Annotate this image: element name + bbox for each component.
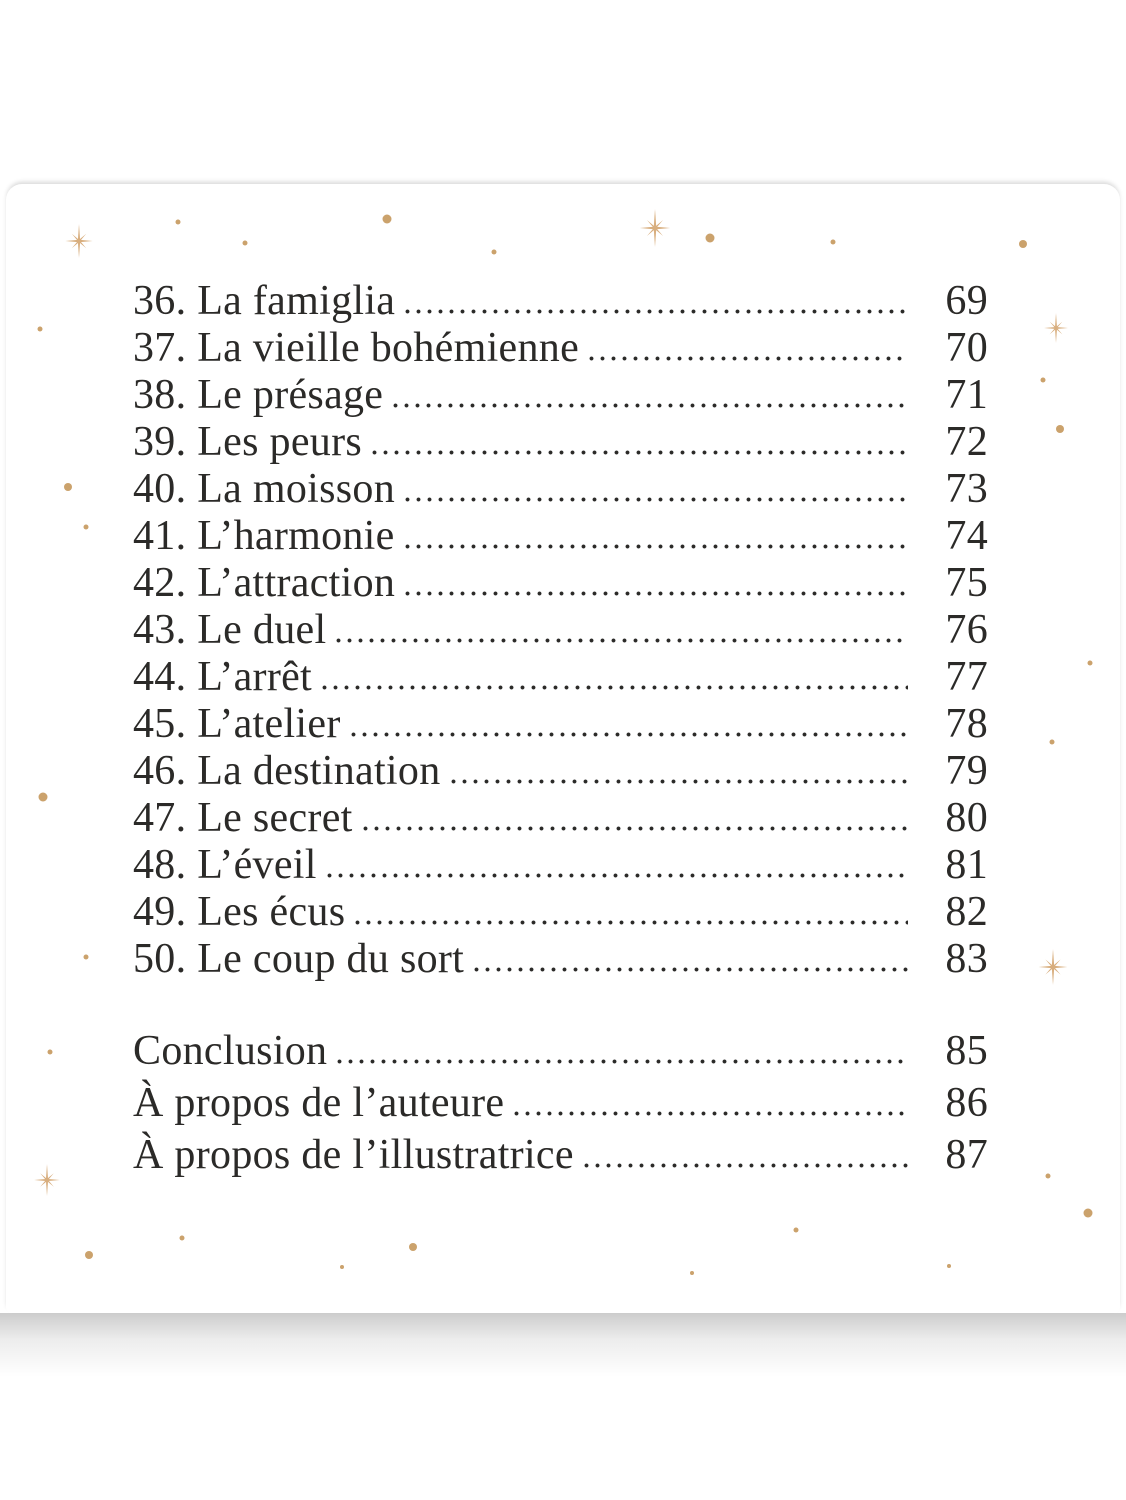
- dot-leader: [337, 1059, 908, 1064]
- dot-leader: [405, 309, 908, 314]
- toc-row: [133, 842, 988, 889]
- dot-leader: [584, 1163, 908, 1168]
- dot-leader: [327, 873, 908, 878]
- dot-leader: [355, 920, 908, 925]
- toc-entry-label: Conclusion: [133, 1028, 328, 1074]
- toc-row: [133, 701, 988, 748]
- toc-page-number: 78: [945, 701, 988, 747]
- toc-row: [133, 513, 988, 560]
- toc-page-number: 85: [945, 1028, 988, 1074]
- toc-entry-label: 38. Le présage: [133, 372, 384, 418]
- dot-leader: [474, 967, 908, 972]
- toc-row: [133, 1129, 988, 1181]
- toc-entry-label: 43. Le duel: [133, 607, 327, 653]
- toc-entries: [133, 278, 988, 983]
- toc-entry-label: 45. L’atelier: [133, 701, 341, 747]
- dot-leader: [405, 591, 908, 596]
- toc-row: [133, 936, 988, 983]
- dot-leader: [351, 732, 908, 737]
- toc-entry-label: 44. L’arrêt: [133, 654, 313, 700]
- toc-page-number: 75: [945, 560, 988, 606]
- dot-leader: [405, 544, 908, 549]
- dot-leader: [363, 826, 908, 831]
- dot-leader: [322, 685, 908, 690]
- toc-page-number: 70: [945, 325, 988, 371]
- dot-leader: [372, 450, 908, 455]
- toc-page-number: 76: [945, 607, 988, 653]
- toc-extras: [133, 1025, 988, 1181]
- toc-entry-label: 40. La moisson: [133, 466, 396, 512]
- toc-entry-label: 47. Le secret: [133, 795, 353, 841]
- dot-leader: [336, 638, 908, 643]
- toc-entry-label: 41. L’harmonie: [133, 513, 395, 559]
- dot-leader: [393, 403, 908, 408]
- toc-page-number: 83: [945, 936, 988, 982]
- toc-page-number: 87: [945, 1132, 988, 1178]
- toc-page-number: 86: [945, 1080, 988, 1126]
- toc-row: [133, 607, 988, 654]
- toc-entry-label: 49. Les écus: [133, 889, 346, 935]
- page-bottom-shadow: [0, 1313, 1126, 1377]
- toc-entry-label: 39. Les peurs: [133, 419, 363, 465]
- toc-entry-label: 50. Le coup du sort: [133, 936, 465, 982]
- toc-entry-label: 46. La destination: [133, 748, 441, 794]
- toc-row: [133, 795, 988, 842]
- toc-page-number: 77: [945, 654, 988, 700]
- toc-page-number: 79: [945, 748, 988, 794]
- toc-page-number: 74: [945, 513, 988, 559]
- toc-entry-label: 37. La vieille bohémienne: [133, 325, 580, 371]
- toc-entry-label: À propos de l’auteure: [133, 1080, 505, 1126]
- toc-page-number: 71: [945, 372, 988, 418]
- toc-page-number: 82: [945, 889, 988, 935]
- toc-page-number: 69: [945, 278, 988, 324]
- toc-page-number: 72: [945, 419, 988, 465]
- toc-page-number: 80: [945, 795, 988, 841]
- dot-leader: [514, 1111, 908, 1116]
- toc-row: [133, 748, 988, 795]
- table-of-contents: [133, 278, 988, 1181]
- toc-row: [133, 372, 988, 419]
- toc-entry-label: 48. L’éveil: [133, 842, 317, 888]
- toc-row: [133, 278, 988, 325]
- toc-page-number: 73: [945, 466, 988, 512]
- toc-row: [133, 419, 988, 466]
- toc-entry-label: À propos de l’illustratrice: [133, 1132, 574, 1178]
- toc-entry-label: 36. La famiglia: [133, 278, 396, 324]
- dot-leader: [589, 356, 908, 361]
- toc-row: [133, 1077, 988, 1129]
- toc-page-number: 81: [945, 842, 988, 888]
- toc-row: [133, 1025, 988, 1077]
- toc-row: [133, 560, 988, 607]
- dot-leader: [405, 497, 908, 502]
- toc-row: [133, 654, 988, 701]
- toc-row: [133, 325, 988, 372]
- toc-row: [133, 466, 988, 513]
- dot-leader: [451, 779, 908, 784]
- toc-entry-label: 42. L’attraction: [133, 560, 396, 606]
- toc-row: [133, 889, 988, 936]
